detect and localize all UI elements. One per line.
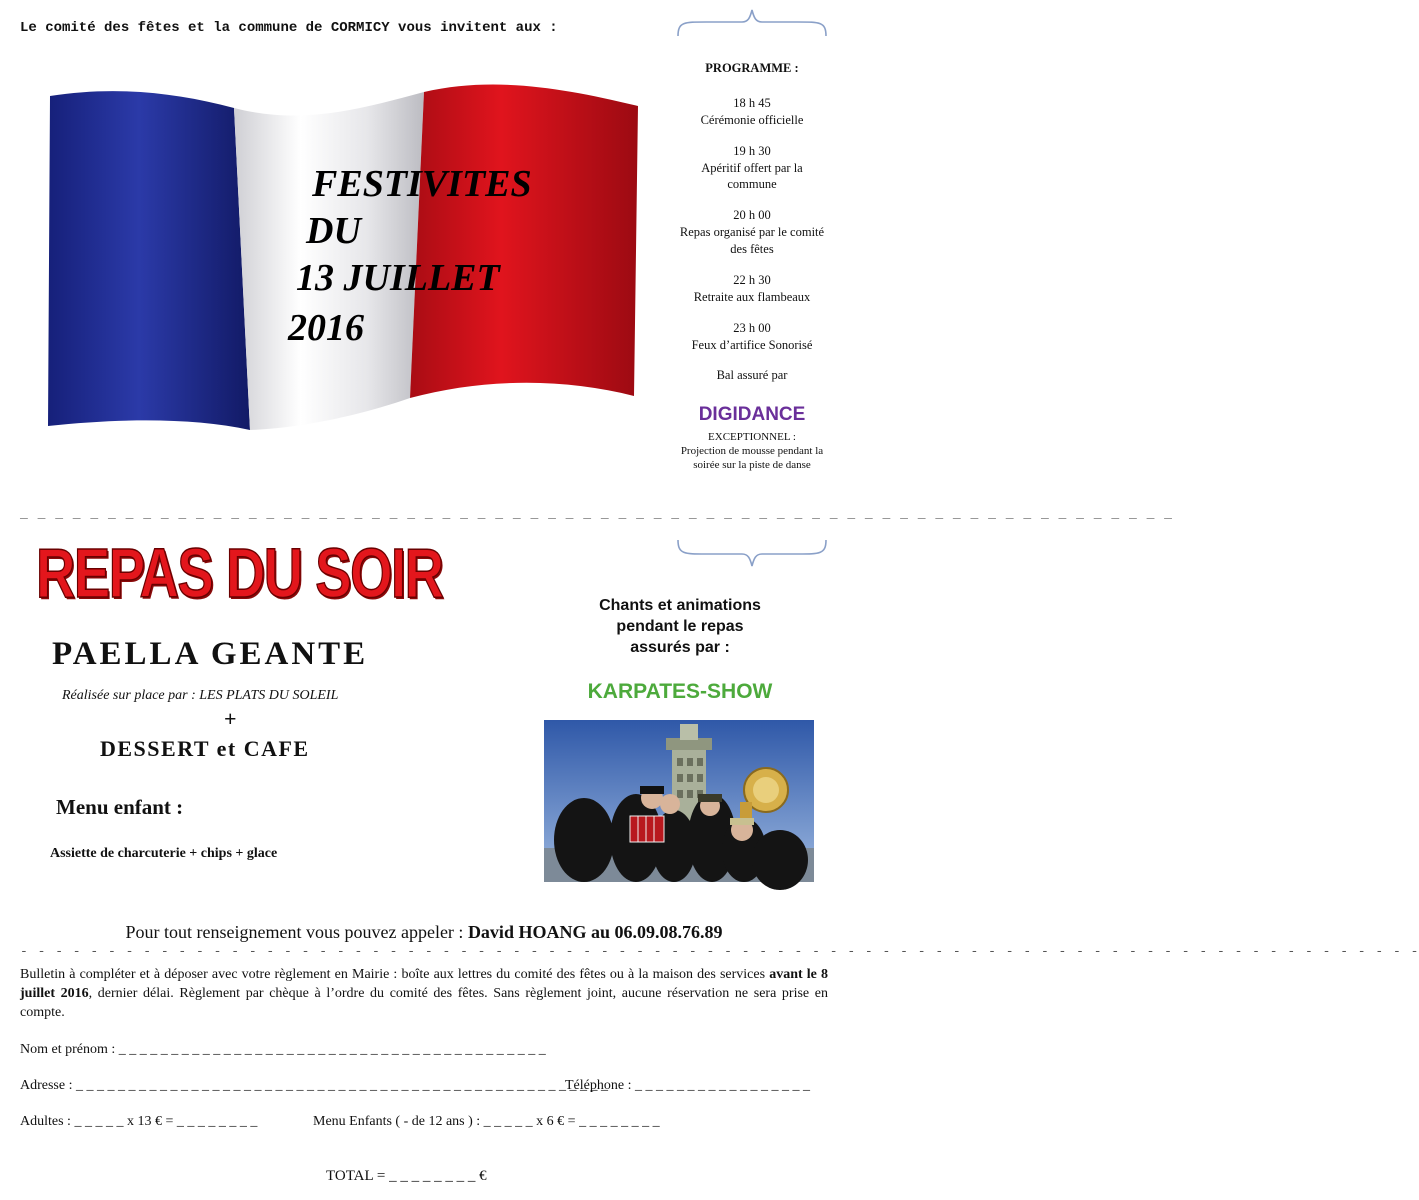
programme-time: 19 h 30 (733, 143, 771, 158)
bottom-brace (676, 538, 828, 568)
contact-text: Pour tout renseignement vous pouvez appeler : (125, 922, 468, 942)
animation-text (560, 596, 800, 658)
plus-sign: + (224, 706, 237, 731)
festivites-line: FESTIVITES (312, 163, 532, 205)
animation-line: pendant le repas (616, 617, 744, 635)
flag-red-band (410, 85, 638, 398)
intro-text: Le comité des fêtes et la commune de CORMICY vous invitent aux : (20, 20, 558, 36)
animation-line: Chants et animations (599, 597, 761, 614)
contact-line (0, 922, 848, 943)
menu-enfant-desc: Assiette de charcuterie + chips + glace (50, 846, 278, 861)
nom-field[interactable]: Nom et prénom : _ _ _ _ _ _ _ _ _ _ _ _ _ _ _ _ _ _ _ _ _ _ _ _ _ _ _ _ _ _ _ _ _ _ _ _ _ _ _ _ _ (20, 1042, 546, 1057)
programme-item (676, 143, 828, 194)
date-line: 13 JUILLET (296, 257, 500, 299)
flag-blue-band (48, 91, 250, 430)
band-name: KARPATES-SHOW (587, 680, 773, 703)
bulletin-text (20, 966, 828, 1023)
exceptionnel-label: EXCEPTIONNEL : (708, 430, 796, 443)
telephone-field[interactable]: Téléphone : _ _ _ _ _ _ _ _ _ _ _ _ _ _ _ _ _ (565, 1078, 810, 1093)
programme-item (676, 207, 828, 258)
band-photo (544, 720, 814, 882)
enfants-field[interactable]: Menu Enfants ( - de 12 ans ) : _ _ _ _ _ x 6 € = _ _ _ _ _ _ _ _ (313, 1114, 660, 1129)
programme-column (676, 60, 828, 473)
programme-time: 22 h 30 (733, 272, 771, 287)
programme-desc: Apéritif offert par la commune (701, 160, 803, 192)
programme-item (676, 320, 828, 354)
animation-line: assurés par : (630, 638, 730, 656)
programme-desc: Cérémonie officielle (700, 112, 804, 127)
separator-line-2: - - - - - - - - - - - - - - - - - - - - - - - - - - - - - - - - - - - - - - - - - - - - - - - - - - - - - - - - - - - - - - - - - - - - - - - - - - - - - - - - (20, 944, 1419, 959)
top-brace (676, 8, 828, 38)
programme-title: PROGRAMME : (705, 61, 799, 75)
programme-desc: Retraite aux flambeaux (693, 289, 811, 304)
bulletin-part2: , dernier délai. Règlement par chèque à l’ordre du comité des fêtes. Sans règlement joint, aucune réservation ne sera prise en compte. (20, 985, 829, 1020)
dessert-title: DESSERT et CAFE (100, 736, 310, 761)
programme-time: 20 h 00 (733, 208, 771, 223)
caterer-text: Réalisée sur place par : LES PLATS DU SOLEIL (62, 688, 339, 703)
bulletin-deadline: avant le 8 juillet 2016 (20, 967, 828, 1001)
programme-time: 18 h 45 (733, 95, 771, 110)
mousse-text: Projection de mousse pendant la soirée sur la piste de danse (680, 445, 824, 472)
dj-name: DIGIDANCE (698, 404, 806, 426)
programme-item (676, 95, 828, 129)
year-line: 2016 (288, 307, 364, 349)
programme-desc: Repas organisé par le comité des fêtes (679, 225, 825, 256)
contact-name-phone: David HOANG au 06.09.08.76.89 (467, 922, 723, 942)
programme-item (676, 272, 828, 306)
paella-title: PAELLA GEANTE (52, 636, 369, 672)
total-field[interactable]: TOTAL = _ _ _ _ _ _ _ _ € (326, 1168, 487, 1184)
french-flag (44, 78, 644, 438)
du-line: DU (306, 210, 361, 252)
separator-line: _ _ _ _ _ _ _ _ _ _ _ _ _ _ _ _ _ _ _ _ _ _ _ _ _ _ _ _ _ _ _ _ _ _ _ _ _ _ _ _ _ _ _ _ _ _ _ _ _ _ _ _ _ _ _ _ _ _ _ _ _ _ _ _ _ _ (20, 506, 1173, 521)
programme-desc: Feux d’artifice Sonorisé (691, 337, 813, 352)
programme-time: 23 h 00 (733, 320, 771, 335)
menu-enfant-title: Menu enfant : (56, 795, 184, 819)
bal-text: Bal assuré par (716, 368, 788, 383)
adultes-field[interactable]: Adultes : _ _ _ _ _ x 13 € = _ _ _ _ _ _ _ _ (20, 1114, 258, 1129)
adresse-field[interactable]: Adresse : _ _ _ _ _ _ _ _ _ _ _ _ _ _ _ _ _ _ _ _ _ _ _ _ _ _ _ _ _ _ _ _ _ _ _ _ _ _ _ _ _ _ _ _ _ _ _ _ _ _ _ (20, 1078, 608, 1093)
repas-title: REPAS DU SOIR (36, 534, 443, 612)
bulletin-part1: Bulletin à compléter et à déposer avec votre règlement en Mairie : boîte aux lettres du comité des fêtes ou à la maison des services (20, 967, 770, 982)
